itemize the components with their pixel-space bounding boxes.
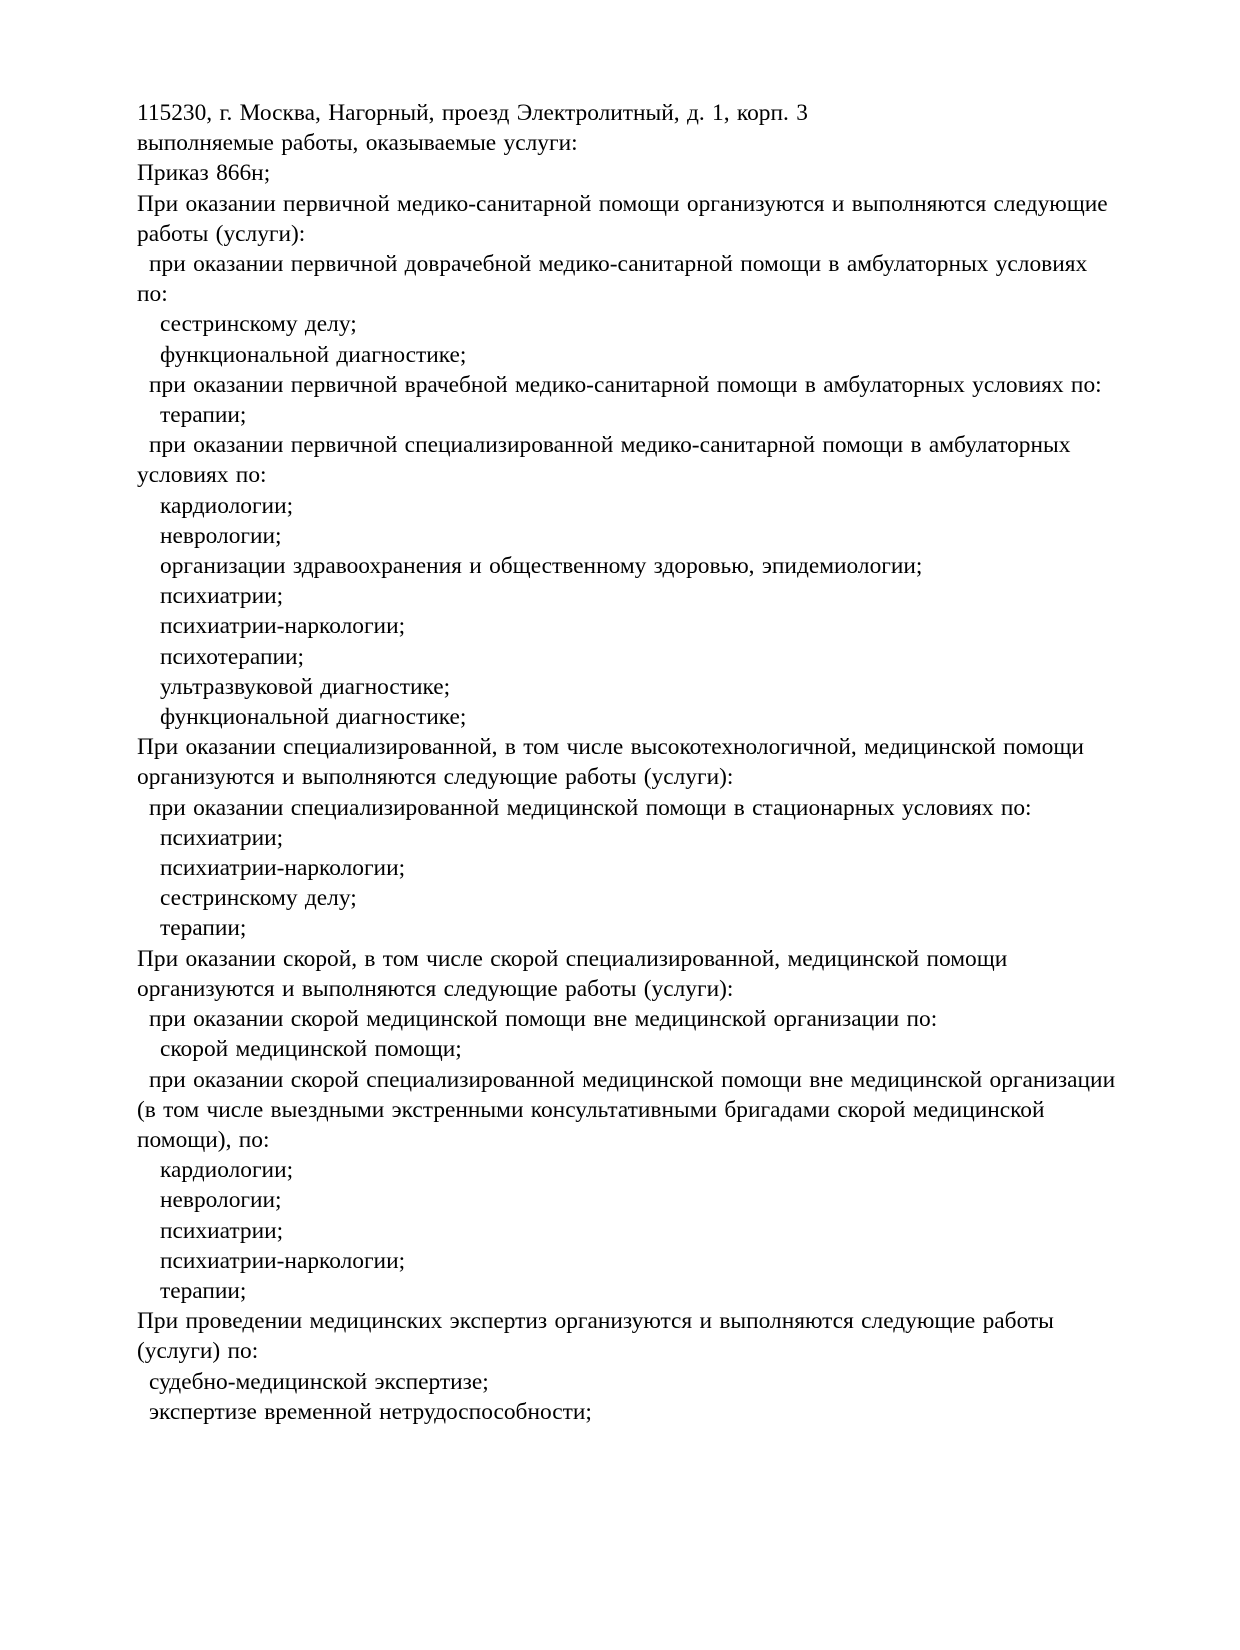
text-line: функциональной диагностике; (160, 704, 467, 731)
text-line: условиях по: (137, 462, 267, 489)
text-line: 115230, г. Москва, Нагорный, проезд Электролитный, д. 1, корп. 3 (137, 100, 808, 126)
text-line: терапии; (160, 915, 247, 942)
text-line: помощи), по: (137, 1126, 270, 1153)
text-line: сестринскому делу; (160, 885, 357, 912)
text-line: организуются и выполняются следующие работы (услуги): (137, 764, 734, 791)
text-line: работы (услуги): (137, 220, 306, 247)
text-line: экспертизе временной нетрудоспособности; (149, 1398, 592, 1425)
text-line: при оказании скорой медицинской помощи вне медицинской организации по: (149, 1006, 938, 1033)
document-page (137, 98, 1122, 1427)
text-line: При оказании скорой, в том числе скорой специализированной, медицинской помощи (137, 945, 1008, 972)
text-line: терапии; (160, 1277, 247, 1304)
text-line: ультразвуковой диагностике; (160, 673, 451, 700)
text-line: сестринскому делу; (160, 311, 357, 338)
text-line: функциональной диагностике; (160, 341, 467, 368)
text-line: При проведении медицинских экспертиз организуются и выполняются следующие работы (137, 1308, 1054, 1335)
text-line: при оказании скорой специализированной медицинской помощи вне медицинской организации (149, 1066, 1116, 1093)
text-line: При оказании специализированной, в том числе высокотехнологичной, медицинской помощи (137, 734, 1084, 761)
text-line: психиатрии-наркологии; (160, 1247, 406, 1274)
text-line: психиатрии; (160, 583, 284, 610)
text-line: судебно-медицинской экспертизе; (149, 1368, 489, 1395)
text-line: организуются и выполняются следующие работы (услуги): (137, 975, 734, 1002)
text-line: неврологии; (160, 1187, 282, 1214)
text-line: при оказании специализированной медицинской помощи в стационарных условиях по: (149, 794, 1032, 821)
text-line: психиатрии-наркологии; (160, 613, 406, 640)
text-line: по: (137, 281, 168, 308)
text-line: терапии; (160, 402, 247, 429)
text-line: при оказании первичной специализированной медико-санитарной помощи в амбулаторных (149, 432, 1071, 459)
text-line: Приказ 866н; (137, 160, 271, 187)
text-line: скорой медицинской помощи; (160, 1036, 462, 1063)
text-line: неврологии; (160, 522, 282, 549)
text-line: кардиологии; (160, 492, 294, 519)
text-line: кардиологии; (160, 1157, 294, 1184)
text-line: психиатрии-наркологии; (160, 855, 406, 882)
text-line: При оказании первичной медико-санитарной помощи организуются и выполняются следующие (137, 190, 1108, 217)
text-line: организации здравоохранения и общественному здоровью, эпидемиологии; (160, 553, 923, 580)
text-line: при оказании первичной врачебной медико-санитарной помощи в амбулаторных условиях по: (149, 371, 1102, 398)
text-line: психиатрии; (160, 1217, 284, 1244)
text-line: при оказании первичной доврачебной медико-санитарной помощи в амбулаторных условиях (149, 251, 1088, 278)
text-line: психиатрии; (160, 824, 284, 851)
text-line: выполняемые работы, оказываемые услуги: (137, 130, 578, 157)
text-line: психотерапии; (160, 643, 305, 670)
text-line: (услуги) по: (137, 1338, 259, 1365)
text-line: (в том числе выездными экстренными консультативными бригадами скорой медицинской (137, 1096, 1045, 1123)
